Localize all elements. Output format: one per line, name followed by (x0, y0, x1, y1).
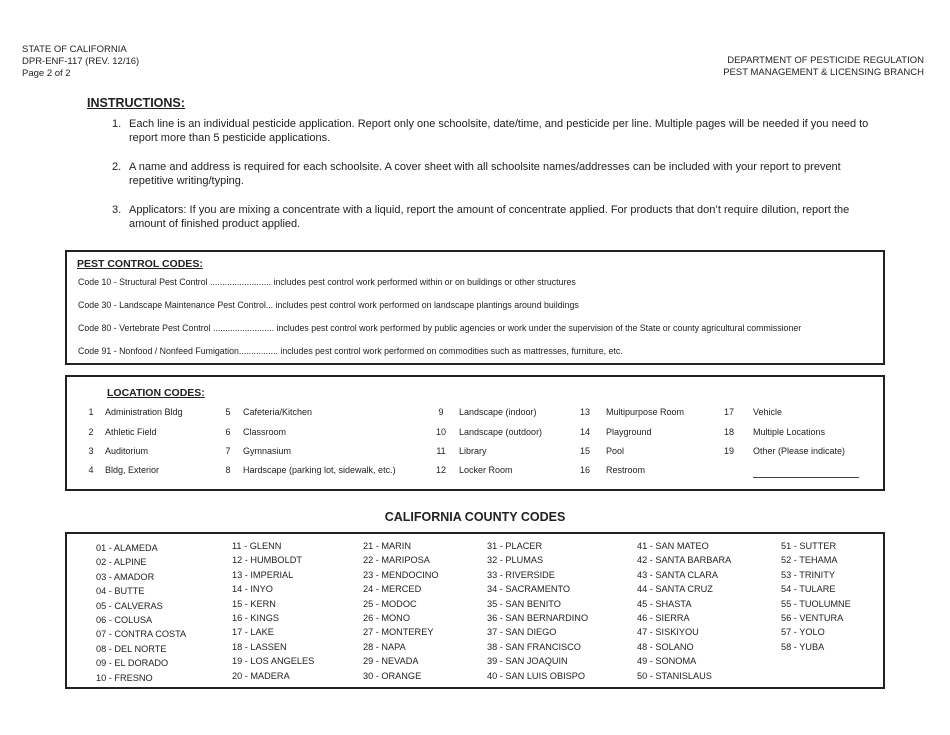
branch-name: PEST MANAGEMENT & LICENSING BRANCH (723, 67, 924, 78)
county-item: 33 - RIVERSIDE (487, 569, 555, 580)
county-item: 37 - SAN DIEGO (487, 627, 557, 638)
county-item: 07 - CONTRA COSTA (96, 629, 187, 640)
county-item: 55 - TUOLUMNE (781, 598, 851, 609)
location-codes-grid: 1 Administration Bldg 2 Athletic Field 3 Auditorium 4 Bldg, Exterior 5 Cafeteria/Kitchen 6 Classroom 7 Gymnasium 8 Hardscape (parking lot, sidewalk, etc.) 9 Landscape (indoor) 10 Landscape (outdoor) 11 Library 12 Locker Room 13 Multipurpose Room 14 Playground 15 Pool 16 Restroom 17 Vehicle 18 Multiple Locations 19 Other (Please indicate) (67, 407, 883, 487)
county-column (637, 539, 731, 683)
pest-control-list (78, 277, 801, 369)
county-item: 11 - GLENN (232, 541, 282, 551)
county-item: 14 - INYO (232, 584, 273, 595)
pest-control-row: Code 30 - Landscape Maintenance Pest Control... includes pest control work performed on landscape plantings around buildings (78, 300, 579, 310)
pest-control-row: Code 91 - Nonfood / Nonfeed Fumigation................ includes pest control work performed on commodities such as mattresses, furniture, etc. (78, 346, 623, 356)
county-item: 46 - SIERRA (637, 612, 690, 623)
other-location-blank-line (753, 477, 859, 478)
county-item: 42 - SANTA BARBARA (637, 555, 732, 566)
instruction-number: 3. (112, 204, 122, 216)
county-item: 56 - VENTURA (781, 612, 844, 623)
county-column (781, 539, 851, 654)
instruction-item (112, 117, 872, 145)
county-item: 48 - SOLANO (637, 641, 694, 652)
county-item: 04 - BUTTE (96, 586, 145, 597)
county-column (363, 539, 439, 683)
pest-control-codes-title: PEST CONTROL CODES: (77, 258, 203, 270)
state-line: STATE OF CALIFORNIA (22, 44, 127, 55)
location-codes-title: LOCATION CODES: (107, 387, 205, 399)
county-codes-box (65, 532, 885, 689)
county-item: 39 - SAN JOAQUIN (487, 656, 568, 667)
county-item: 51 - SUTTER (781, 541, 837, 551)
county-item: 23 - MENDOCINO (363, 569, 439, 580)
county-item: 26 - MONO (363, 612, 410, 623)
county-item: 45 - SHASTA (637, 598, 692, 609)
county-item: 24 - MERCED (363, 584, 422, 595)
form-id-block (22, 44, 139, 80)
county-item: 21 - MARIN (363, 541, 411, 551)
instruction-item (112, 203, 872, 231)
county-column (232, 539, 314, 683)
county-item: 52 - TEHAMA (781, 555, 838, 566)
county-item: 43 - SANTA CLARA (637, 569, 719, 580)
county-item: 36 - SAN BERNARDINO (487, 612, 589, 623)
county-item: 01 - ALAMEDA (96, 543, 158, 553)
county-item: 38 - SAN FRANCISCO (487, 641, 581, 652)
pest-control-codes-box (65, 250, 885, 365)
county-item: 02 - ALPINE (96, 557, 147, 568)
county-item: 31 - PLACER (487, 541, 543, 551)
form-number: DPR-ENF-117 (REV. 12/16) (22, 56, 140, 67)
pest-control-row: Code 80 - Vertebrate Pest Control ......................... includes pest control work performed by public agencies or work under the supervision of the State or county agricultural commissioner (78, 323, 802, 333)
county-item: 47 - SISKIYOU (637, 627, 699, 638)
county-item: 12 - HUMBOLDT (232, 555, 302, 566)
county-item: 50 - STANISLAUS (637, 670, 712, 681)
county-item: 44 - SANTA CRUZ (637, 584, 713, 595)
instructions-list (112, 117, 872, 246)
county-item: 27 - MONTEREY (363, 627, 434, 638)
county-column (96, 541, 186, 685)
county-item: 10 - FRESNO (96, 672, 153, 683)
instruction-number: 2. (112, 161, 122, 173)
instruction-number: 1. (112, 118, 122, 130)
county-item: 22 - MARIPOSA (363, 555, 430, 566)
department-block (723, 55, 924, 79)
county-item: 05 - CALVERAS (96, 600, 163, 611)
county-item: 16 - KINGS (232, 612, 279, 623)
instruction-text: Applicators: If you are mixing a concentrate with a liquid, report the amount of concentrate applied. For products that don’t require dilution, report the amount of finished product applied. (129, 204, 850, 230)
pest-control-row: Code 10 - Structural Pest Control ......................... includes pest control work performed within or on buildings or other structures (78, 277, 576, 287)
county-codes-title: CALIFORNIA COUNTY CODES (384, 510, 566, 524)
county-item: 18 - LASSEN (232, 641, 287, 652)
county-item: 29 - NEVADA (363, 656, 419, 667)
county-item: 30 - ORANGE (363, 670, 422, 681)
county-item: 17 - LAKE (232, 627, 274, 638)
instruction-text: A name and address is required for each schoolsite. A cover sheet with all schoolsite names/addresses can be included with your report to prevent repetitive writing/typing. (129, 161, 841, 187)
county-item: 57 - YOLO (781, 627, 825, 638)
county-item: 06 - COLUSA (96, 614, 153, 625)
county-item: 20 - MADERA (232, 670, 290, 681)
county-item: 35 - SAN BENITO (487, 598, 561, 609)
county-item: 40 - SAN LUIS OBISPO (487, 670, 586, 681)
county-item: 53 - TRINITY (781, 569, 835, 580)
county-item: 09 - EL DORADO (96, 658, 169, 669)
county-item: 08 - DEL NORTE (96, 643, 167, 654)
county-item: 13 - IMPERIAL (232, 569, 294, 580)
county-item: 49 - SONOMA (637, 656, 697, 667)
county-item: 15 - KERN (232, 598, 276, 609)
county-item: 54 - TULARE (781, 584, 836, 595)
county-item: 58 - YUBA (781, 641, 825, 652)
instruction-text: Each line is an individual pesticide application. Report only one schoolsite, date/time, and pesticide per line. Multiple pages will be needed if you need to report more than 5 pesticide applications. (129, 118, 869, 144)
instructions-title: INSTRUCTIONS: (87, 96, 185, 110)
county-item: 28 - NAPA (363, 641, 406, 652)
county-item: 25 - MODOC (363, 598, 417, 609)
page-number: Page 2 of 2 (22, 68, 71, 79)
county-item: 03 - AMADOR (96, 571, 155, 582)
county-column (487, 539, 588, 683)
instruction-item (112, 160, 872, 188)
county-item: 34 - SACRAMENTO (487, 584, 571, 595)
location-codes-box (65, 375, 885, 491)
department-name: DEPARTMENT OF PESTICIDE REGULATION (727, 55, 924, 66)
county-item: 41 - SAN MATEO (637, 541, 709, 551)
county-item: 19 - LOS ANGELES (232, 656, 315, 667)
county-item: 32 - PLUMAS (487, 555, 544, 566)
